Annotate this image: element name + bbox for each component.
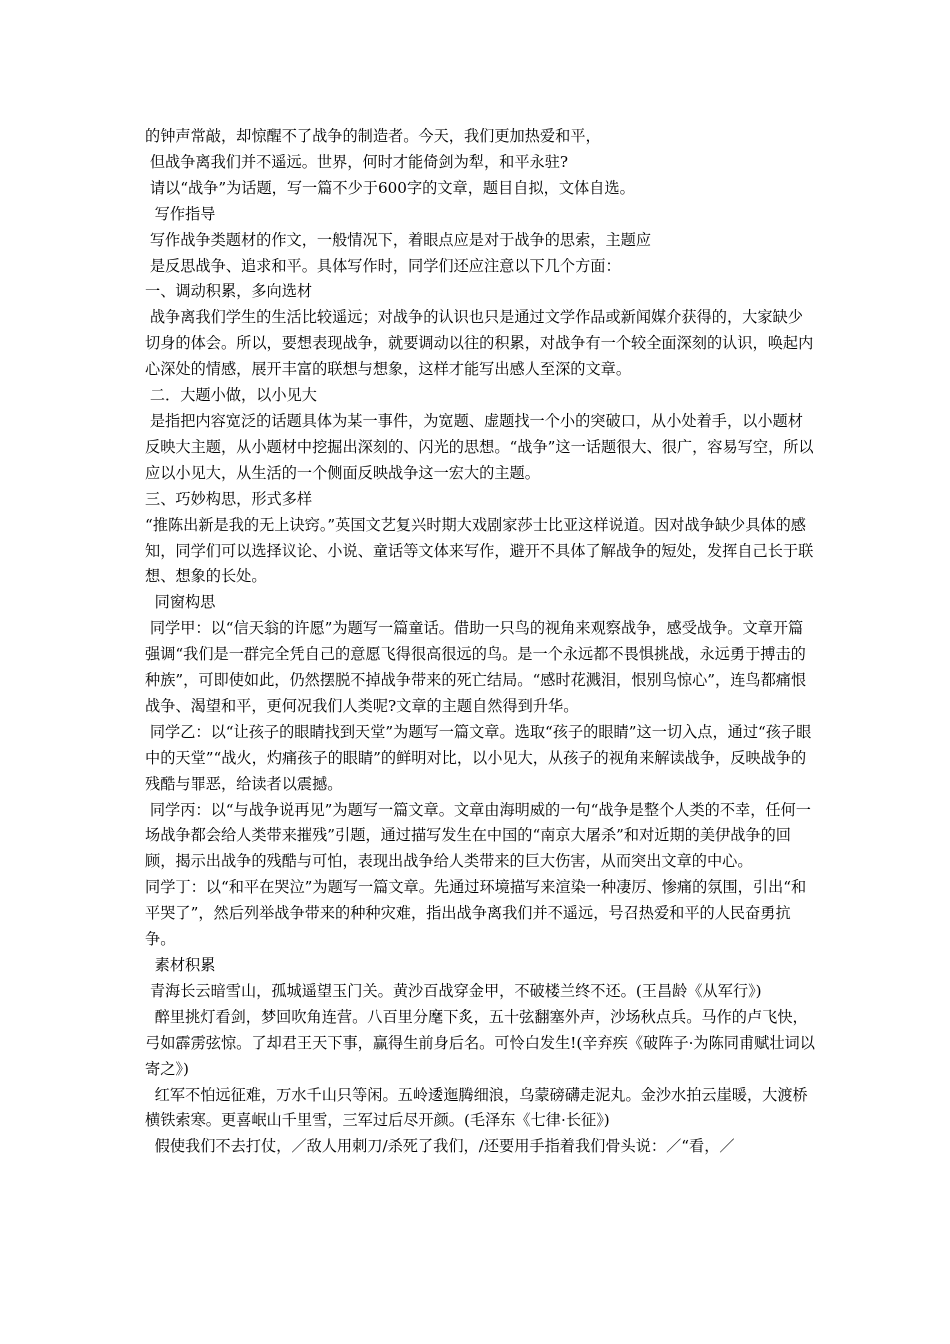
paragraph-war-not-far: 但战争离我们并不遥远。世界，何时才能倚剑为犁，和平永驻? [145, 152, 569, 171]
paragraph-classmate-b: 同学乙：以“让孩子的眼睛找到天堂”为题写一篇文章。选取“孩子的眼睛”这一切入点，通过“孩子眼中的天堂”“战火，灼痛孩子的眼睛”的鲜明对比，以小见大，从孩子的视角来解读战争，反映战争的残酷与罪恶，给读者以震撼。 [145, 722, 812, 793]
heading-writing-guidance: 写作指导 [145, 204, 216, 223]
paragraph-writing-prompt: 请以“战争”为话题，写一篇不少于600字的文章，题目自拟，文体自选。 [145, 178, 635, 197]
heading-point-three: 三、巧妙构思，形式多样 [145, 489, 313, 508]
paragraph-classmate-a: 同学甲：以“信天翁的许愿”为题写一篇童话。借助一只鸟的视角来观察战争，感受战争。文章开篇强调“我们是一群完全凭自己的意愿飞得很高很远的鸟。是一个永远都不畏惧挑战，永远勇于搏击的种族”，可即使如此，仍然摆脱不掉战争带来的死亡结局。“感时花溅泪，恨别鸟惊心”，连鸟都痛恨战争、渴望和平，更何况我们人类呢?文章的主题自然得到升华。 [145, 619, 807, 715]
document-body [145, 124, 815, 1160]
paragraph-point-two: 是指把内容宽泛的话题具体为某一事件，为宽题、虚题找一个小的突破口，从小处着手，以小题材反映大主题，从小题材中挖掘出深刻的、闪光的思想。“战争”这一话题很大、很广，容易写空，所以应以小见大，从生活的一个侧面反映战争这一宏大的主题。 [145, 411, 814, 482]
paragraph-poem-mao-zedong: 红军不怕远征难，万水千山只等闲。五岭逶迤腾细浪，乌蒙磅礴走泥丸。金沙水拍云崖暖，大渡桥横铁索寒。更喜岷山千里雪，三军过后尽开颜。(毛泽东《七律·长征》) [145, 1085, 808, 1130]
paragraph-guidance-intro: 写作战争类题材的作文，一般情况下，着眼点应是对于战争的思索，主题应 [145, 230, 652, 249]
paragraph-war-bell: 的钟声常敲，却惊醒不了战争的制造者。今天，我们更加热爱和平， [145, 127, 601, 145]
heading-material-accumulation: 素材积累 [145, 956, 216, 974]
heading-point-two: 二．大题小做，以小见大 [145, 386, 317, 405]
paragraph-poem-war-fragment: 假使我们不去打仗，／敌人用刺刀/杀死了我们，/还要用手指着我们骨头说：／“看，／ [145, 1137, 735, 1156]
paragraph-point-three: “推陈出新是我的无上诀窍。”英国文艺复兴时期大戏剧家莎士比亚这样说道。因对战争缺少具体的感知，同学们可以选择议论、小说、童话等文体来写作，避开不具体了解战争的短处，发挥自己长于联想、想象的长处。 [145, 515, 814, 586]
paragraph-poem-wang-changling: 青海长云暗雪山，孤城遥望玉门关。黄沙百战穿金甲，不破楼兰终不还。(王昌龄《从军行》) [145, 981, 762, 1000]
heading-point-one: 一、调动积累，多向选材 [145, 282, 313, 301]
paragraph-guidance-theme: 是反思战争、追求和平。具体写作时，同学们还应注意以下几个方面： [145, 256, 621, 275]
paragraph-classmate-d: 同学丁：以“和平在哭泣”为题写一篇文章。先通过环境描写来渲染一种凄厉、惨痛的氛围，引出“和平哭了”，然后列举战争带来的种种灾难，指出战争离我们并不遥远，号召热爱和平的人民奋勇抗争。 [145, 878, 807, 949]
paragraph-point-one: 战争离我们学生的生活比较遥远；对战争的认识也只是通过文学作品或新闻媒介获得的，大家缺少切身的体会。所以，要想表现战争，就要调动以往的积累，对战争有一个较全面深刻的认识，唤起内心深处的情感，展开丰富的联想与想象，这样才能写出感人至深的文章。 [145, 308, 814, 379]
paragraph-poem-xin-qiji: 醉里挑灯看剑，梦回吹角连营。八百里分麾下炙，五十弦翻塞外声，沙场秋点兵。马作的卢飞快，弓如霹雳弦惊。了却君王天下事，赢得生前身后名。可怜白发生!(辛弃疾《破阵子·为陈同甫赋壮词以寄之》) [145, 1007, 815, 1078]
heading-classmate-ideas: 同窗构思 [145, 593, 216, 612]
paragraph-classmate-c: 同学丙：以“与战争说再见”为题写一篇文章。文章由海明威的一句“战争是整个人类的不幸，任何一场战争都会给人类带来摧残”引题，通过描写发生在中国的“南京大屠杀”和对近期的美伊战争的回顾，揭示出战争的残酷与可怕，表现出战争给人类带来的巨大伤害，从而突出文章的中心。 [145, 800, 811, 871]
